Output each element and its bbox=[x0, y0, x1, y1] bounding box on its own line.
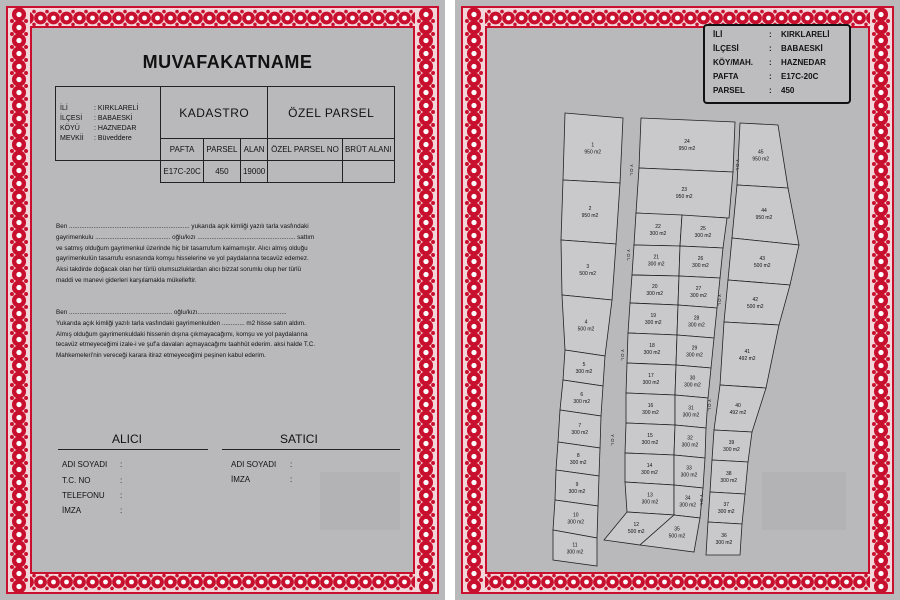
alici-tc-colon: : bbox=[120, 476, 123, 485]
parcel-number: 24 bbox=[684, 139, 690, 145]
parcel-area: 300 m2 bbox=[649, 230, 667, 237]
parcel-area: 300 m2 bbox=[646, 290, 664, 297]
alan-value: 19000 bbox=[240, 161, 268, 183]
ilce-value: : BABAESKİ bbox=[94, 114, 133, 122]
seller-line: maddi ve manevi giderleri karşılamakla mükelleftir. bbox=[56, 276, 197, 284]
parcel-area: 300 m2 bbox=[641, 499, 659, 506]
mevkii-label: MEVKİİ bbox=[60, 134, 84, 142]
parcel-number: 1 bbox=[591, 142, 595, 149]
parcel-7 bbox=[558, 410, 601, 448]
parcel-18 bbox=[627, 333, 677, 365]
parcel-number: 21 bbox=[653, 254, 660, 261]
parcel-38 bbox=[710, 460, 748, 494]
parcel-number: 2 bbox=[588, 205, 592, 212]
parcel-area: 300 m2 bbox=[715, 540, 733, 546]
parcel-area: 300 m2 bbox=[643, 350, 661, 356]
parcel-area: 500 m2 bbox=[753, 263, 771, 269]
parcel-area: 492 m2 bbox=[738, 356, 756, 362]
parcel-number: 3 bbox=[586, 263, 590, 270]
parcel-number: 45 bbox=[757, 149, 764, 156]
buyer-line: Ben ........................................................... oğlu/kızı................................................... bbox=[56, 309, 287, 316]
parcel-area: 300 m2 bbox=[692, 263, 709, 269]
parcel-number: 29 bbox=[691, 345, 698, 352]
pafta-value: E17C-20C bbox=[781, 72, 819, 81]
parcel-area: 300 m2 bbox=[647, 261, 665, 268]
parcel-26 bbox=[679, 246, 723, 278]
parcel-number: 41 bbox=[744, 349, 751, 355]
col-alan: ALAN bbox=[240, 139, 268, 161]
parcel-number: 16 bbox=[647, 403, 654, 409]
alici-tc-label: T.C. NO bbox=[62, 476, 91, 485]
parcel-number: 37 bbox=[723, 502, 730, 508]
col-ozel-parsel-no: ÖZEL PARSEL NO bbox=[268, 139, 342, 161]
parcel-area: 500 m2 bbox=[579, 270, 597, 277]
alici-adi-soyadi-colon: : bbox=[120, 460, 123, 469]
parcel-number: 15 bbox=[647, 433, 653, 439]
parcel-29 bbox=[676, 335, 714, 368]
road-label: Y O L bbox=[707, 399, 712, 411]
satici-heading: SATICI bbox=[280, 432, 318, 446]
parcel-area: 500 m2 bbox=[627, 529, 645, 535]
ilce-label: İLÇESİ bbox=[713, 44, 739, 53]
parcel-number: 4 bbox=[584, 319, 588, 326]
parcel-area: 500 m2 bbox=[746, 304, 764, 310]
buyer-line: Almış olduğum gayrimenkuldaki hissenin dışına çıkmayacağımı, komşu ve yol paydalarına bbox=[56, 330, 308, 338]
kadastro-header: KADASTRO bbox=[161, 87, 268, 139]
parcel-number: 40 bbox=[735, 402, 741, 409]
parcel-area: 300 m2 bbox=[642, 380, 660, 386]
parcel-number: 9 bbox=[575, 482, 579, 488]
parcel-area: 492 m2 bbox=[729, 409, 747, 416]
alici-telefon-label: TELEFONU bbox=[62, 491, 105, 500]
parcel-area: 500 m2 bbox=[668, 533, 686, 540]
parcel-number: 27 bbox=[695, 285, 702, 292]
parcel-area: 300 m2 bbox=[642, 410, 659, 416]
alici-imza-colon: : bbox=[120, 506, 123, 515]
parcel-number: 42 bbox=[752, 297, 759, 303]
parcel-area: 300 m2 bbox=[723, 447, 740, 453]
parcel-area: 950 m2 bbox=[752, 156, 770, 163]
parcel-37 bbox=[708, 492, 745, 524]
parcel-area: 950 m2 bbox=[581, 212, 599, 219]
seller-line: ve satmış olduğum gayrimenkul üzerinde hiç bir tasarrufum kalmamıştır. Alıcı almış olduğu bbox=[56, 244, 308, 252]
parcel-info-box: İLİ : KIRKLARELİ İLÇESİ : BABAESKİ KÖY/MAH. : HAZNEDAR PAFTA : E17C-20C PARSEL : 450 bbox=[703, 24, 851, 104]
parcel-13 bbox=[625, 482, 674, 515]
parcel-area: 300 m2 bbox=[641, 469, 658, 476]
parcel-number: 12 bbox=[633, 522, 640, 528]
road-label: Y O L bbox=[735, 159, 740, 171]
parcel-33 bbox=[674, 455, 705, 488]
road-label: Y O L bbox=[699, 494, 704, 506]
col-parsel: PARSEL bbox=[204, 139, 241, 161]
parcel-number: 44 bbox=[761, 208, 767, 214]
alici-telefon-colon: : bbox=[120, 491, 123, 500]
parcel-number: 13 bbox=[647, 492, 653, 499]
parcel-area: 300 m2 bbox=[568, 489, 586, 495]
parcel-number: 14 bbox=[646, 462, 653, 469]
parcel-area: 300 m2 bbox=[680, 472, 698, 479]
parcel-area: 950 m2 bbox=[678, 146, 696, 152]
parcel-number: 22 bbox=[655, 223, 661, 230]
parcel-area: 300 m2 bbox=[571, 430, 589, 436]
parcel-area: 300 m2 bbox=[690, 292, 707, 299]
satici-imza-label: İMZA bbox=[231, 475, 251, 484]
koy-label: KÖY/MAH. bbox=[713, 58, 753, 67]
parcel-number: 26 bbox=[697, 256, 704, 262]
buyer-line: Mahkemeleri'nin vereceği karara itiraz etmeyeceğimi peşinen kabul ederim. bbox=[56, 352, 266, 360]
satici-adi-soyadi-colon: : bbox=[290, 460, 293, 469]
col-pafta: PAFTA bbox=[161, 139, 204, 161]
parcel-number: 20 bbox=[651, 283, 658, 290]
parcel-area: 300 m2 bbox=[682, 412, 700, 419]
seller-line: gayrimenkulu ........................................... oğlu/kızı ........................................................ sattım bbox=[56, 233, 315, 241]
parcel-number: 5 bbox=[582, 362, 586, 368]
parcel-number: 39 bbox=[728, 440, 735, 446]
parcel-area: 950 m2 bbox=[675, 193, 693, 200]
parcel-number: 33 bbox=[686, 465, 692, 472]
parcel-16 bbox=[626, 393, 675, 425]
parcel-number: 6 bbox=[580, 392, 584, 398]
mevkii-value: : Büveddere bbox=[94, 134, 132, 142]
parcel-area: 300 m2 bbox=[688, 322, 705, 329]
parcel-number: 10 bbox=[572, 512, 579, 519]
koy-value: HAZNEDAR bbox=[781, 58, 826, 67]
alici-imza-label: İMZA bbox=[62, 506, 82, 515]
parcel-number: 25 bbox=[700, 225, 706, 232]
parcel-area: 300 m2 bbox=[569, 460, 587, 466]
parcel-21 bbox=[632, 245, 680, 276]
il-value: KIRKLARELİ bbox=[781, 30, 830, 39]
ozel-parsel-header: ÖZEL PARSEL bbox=[268, 87, 395, 139]
satici-imza-colon: : bbox=[290, 475, 293, 484]
seller-line: Ben ..................................................................... yukarıda açık kimliği yazılı tarla vasfındaki bbox=[56, 223, 309, 230]
parcel-15 bbox=[625, 423, 675, 455]
parcel-30 bbox=[675, 365, 711, 398]
parcel-area: 300 m2 bbox=[566, 549, 584, 556]
col-brut-alani: BRÜT ALANI bbox=[342, 139, 395, 161]
parcel-19 bbox=[628, 303, 678, 335]
parsel-value: 450 bbox=[204, 161, 241, 183]
parcel-area: 300 m2 bbox=[641, 440, 659, 446]
buyer-line: Yukarıda açık kimliği yazılı tarla vasfındaki gayrimenkulden ............. m2 hisse satın aldım. bbox=[56, 319, 306, 327]
parcel-area: 300 m2 bbox=[720, 478, 738, 484]
koy-value: : HAZNEDAR bbox=[94, 124, 137, 132]
parcel-area: 300 m2 bbox=[717, 509, 735, 515]
parcel-area: 300 m2 bbox=[686, 352, 703, 359]
parcel-number: 28 bbox=[693, 315, 700, 322]
parcel-number: 38 bbox=[725, 471, 732, 477]
alici-heading: ALICI bbox=[112, 432, 143, 446]
road-label: Y O L bbox=[620, 349, 625, 361]
road-label: Y O L bbox=[717, 294, 722, 306]
parcel-area: 300 m2 bbox=[567, 519, 585, 526]
koy-label: KÖYÜ bbox=[60, 124, 80, 132]
parcel-number: 34 bbox=[684, 495, 691, 502]
parcel-area: 950 m2 bbox=[755, 215, 773, 221]
document-title: MUVAFAKATNAME bbox=[142, 52, 313, 72]
road-label: Y O L bbox=[629, 164, 634, 176]
parcel-17 bbox=[626, 363, 676, 395]
parcel-number: 23 bbox=[681, 186, 688, 193]
pafta-value: E17C-20C bbox=[161, 161, 204, 183]
parcel-28 bbox=[677, 305, 717, 338]
parsel-value: 450 bbox=[781, 86, 795, 95]
parcel-39 bbox=[712, 430, 752, 462]
parcel-32 bbox=[674, 425, 706, 458]
parcel-41 bbox=[720, 322, 779, 388]
parcel-number: 7 bbox=[578, 423, 582, 429]
parcel-number: 43 bbox=[759, 256, 766, 262]
parcel-area: 300 m2 bbox=[644, 320, 662, 326]
parcel-24 bbox=[639, 118, 735, 172]
parcel-area: 300 m2 bbox=[684, 382, 701, 389]
seller-line: Aksi takdirde doğacak olan her türlü olumsuzluklardan alıcı bizzat sorumlu olup her türlü bbox=[56, 266, 302, 274]
il-label: İLİ bbox=[60, 104, 68, 112]
parcel-34 bbox=[674, 485, 703, 518]
parcel-number: 19 bbox=[650, 313, 657, 319]
parcel-area: 300 m2 bbox=[694, 232, 712, 239]
satici-adi-soyadi-label: ADI SOYADI bbox=[231, 460, 277, 469]
parcel-number: 8 bbox=[576, 453, 580, 459]
parcel-area: 950 m2 bbox=[584, 149, 602, 156]
parcel-number: 32 bbox=[687, 435, 693, 442]
ilce-value: BABAESKİ bbox=[781, 44, 823, 53]
buyer-line: tecavüz etmeyeceğimi izale-i ve şuf'a davaları açmayacağımı taahhüt ederim. aksi halde T.C. bbox=[56, 341, 316, 349]
parcel-area: 300 m2 bbox=[575, 369, 593, 375]
parcel-number: 17 bbox=[648, 373, 654, 379]
parsel-label: PARSEL bbox=[713, 86, 745, 95]
parcel-number: 30 bbox=[689, 375, 696, 382]
parcel-area: 300 m2 bbox=[679, 502, 697, 509]
alici-adi-soyadi-label: ADI SOYADI bbox=[62, 460, 108, 469]
seller-line: gayrimenkulün tasarrufu esnasında komşu hisselerine ve yol paydalarına tecavüz edemez. bbox=[56, 255, 309, 263]
parcel-31 bbox=[675, 395, 708, 428]
parcel-number: 36 bbox=[721, 533, 727, 539]
pafta-label: PAFTA bbox=[713, 72, 739, 81]
parcel-area: 300 m2 bbox=[681, 442, 699, 449]
parcel-area: 500 m2 bbox=[577, 326, 595, 333]
parcel-number: 11 bbox=[572, 542, 578, 549]
parcel-number: 18 bbox=[649, 343, 655, 349]
il-label: İLİ bbox=[713, 30, 723, 39]
parcel-number: 31 bbox=[688, 405, 694, 412]
parcel-number: 35 bbox=[674, 526, 680, 533]
road-label: Y O L bbox=[626, 249, 631, 261]
parcel-area: 300 m2 bbox=[573, 399, 591, 405]
il-value: : KIRKLARELİ bbox=[94, 104, 139, 112]
ilce-label: İLÇESİ bbox=[60, 114, 83, 122]
road-label: Y O L bbox=[610, 434, 615, 446]
